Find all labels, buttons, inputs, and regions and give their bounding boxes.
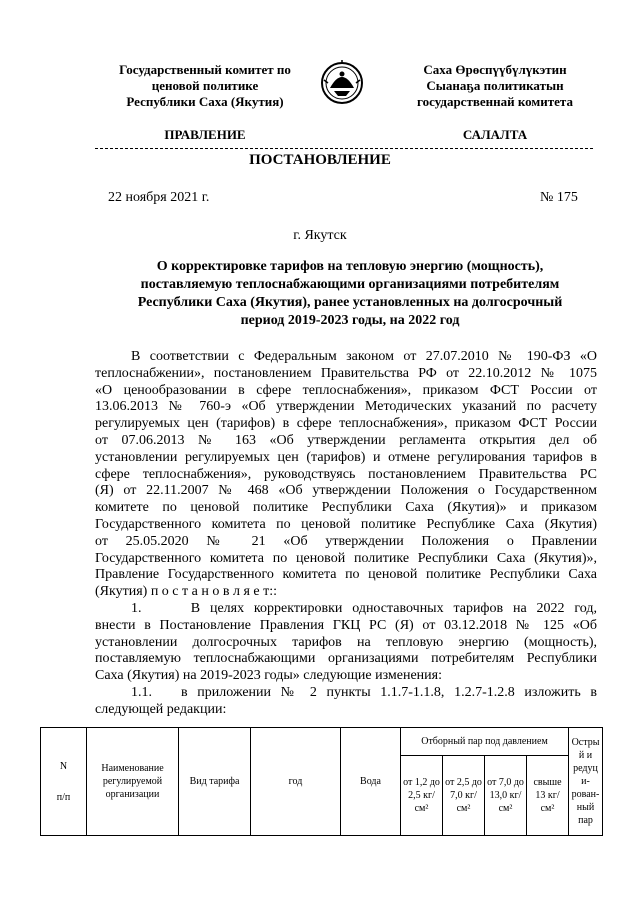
header-left-line-1: Государственный комитет по [119,62,291,77]
steam-sub-header: свыше 13 кг/см² [527,756,569,836]
header-left-line-2: ценовой политике [151,78,259,93]
header-left-sub: ПРАВЛЕНИЕ [164,127,246,142]
body-line: от 07.06.2013 № 163 «Об утверждении регламента открытия дел об [95,432,597,448]
body-line: 1.1. в приложении № 2 пункты 1.1.7-1.1.8, 1.2.7-1.2.8 изложить в [131,684,597,700]
header-left-line-3: Республики Саха (Якутия) [126,94,284,109]
body-line: внести в Постановление Правления ГКЦ РС (Я) от 03.12.2018 № 125 «Об [95,617,597,633]
body-line: (Якутия) п о с т а н о в л я е т:: [95,584,277,600]
body-line: (Я) от 22.11.2007 № 468 «Об утверждении Положения о Государственном [95,483,597,499]
header-right-sub: САЛАЛТА [462,127,528,142]
heading-line: О корректировке тарифов на тепловую энергию (мощность), [156,259,544,274]
body-line: 13.06.2013 № 760-э «Об утверждении Методических указаний по расчету [95,399,597,415]
document-date: 22 ноября 2021 г. [108,190,210,205]
tariff-table [40,727,603,836]
coat-of-arms-emblem-icon [320,58,364,108]
col-sharp-steam-header: Острый и редуци-рован-ный пар [569,728,603,836]
col-number-header [41,728,87,836]
body-line: от 25.05.2020 № 21 «Об утверждении Положения о Правлении [95,533,597,549]
body-line: регулируемых цен (тарифов) в сфере теплоснабжения», приказом ФСТ России [95,416,597,432]
body-line: 1. В целях корректировки одноставочных тарифов на 2022 год, [131,600,597,616]
document-heading [100,258,600,330]
header-right-line-1: Саха Өрөспүүбүлүкэтин [423,62,567,77]
body-line: Саха (Якутия) на 2019-2023 годы» следующие изменения: [95,668,442,684]
body-line: сфере теплоснабжения», руководствуясь постановлением Правительства РС [95,466,597,482]
body-line: поставляемую теплоснабжающими организациями потребителям Республики [95,651,597,667]
body-line: установлении регулируемых цен (тарифов) и отмене регулирования тарифов в [95,449,597,465]
header-right-line-2: Сыанаҕа политикатын [426,78,564,93]
col-water-header: Вода [341,728,401,836]
heading-line: поставляемую теплоснабжающими организациями потребителям [140,277,560,292]
col-number-label: N [59,760,68,772]
header-left [95,62,315,110]
header-divider [95,148,593,149]
body-line: Государственного комитета по ценовой политике Республики Саха (Якутия)», [95,550,597,566]
col-steam-header: Отборный пар под давлением [401,728,569,756]
header-right [385,62,605,110]
body-line: теплоснабжении», постановлением Правительства РФ от 22.10.2012 № 1075 [95,365,597,381]
body-line: Государственного комитета по ценовой политике Республике Саха (Якутия) [95,516,597,532]
col-org-header: Наименование регулируемой организации [87,728,179,836]
col-number-sub: п/п [56,791,71,803]
steam-sub-header: от 2,5 до 7,0 кг/см² [443,756,485,836]
body-line: Правление Государственного комитета по ценовой политике Республики Саха [95,567,597,583]
body-line: установлении долгосрочных тарифов на тепловую энергию (мощность), [95,634,597,650]
body-line: следующей редакции: [95,701,227,717]
steam-sub-header: от 7,0 до 13,0 кг/см² [485,756,527,836]
heading-line: период 2019-2023 годы, на 2022 год [240,313,460,328]
body-line: комитете по ценовой политике Республики Саха (Якутия)» и приказом [95,500,597,516]
steam-sub-header: от 1,2 до 2,5 кг/см² [401,756,443,836]
col-tariff-type-header: Вид тарифа [179,728,251,836]
document-title: ПОСТАНОВЛЕНИЕ [249,152,391,168]
document-city: г. Якутск [293,228,347,243]
body-line: В соответствии с Федеральным законом от 27.07.2010 № 190-ФЗ «О [131,349,597,364]
heading-line: Республики Саха (Якутия), ранее установленных на долгосрочный [137,295,563,310]
body-line: «О ценообразовании в сфере теплоснабжения», приказом ФСТ России от [95,382,597,398]
header-right-line-3: государственнай комитета [417,94,573,109]
col-year-header: год [251,728,341,836]
document-number: № 175 [540,190,578,205]
document-body [95,349,597,719]
